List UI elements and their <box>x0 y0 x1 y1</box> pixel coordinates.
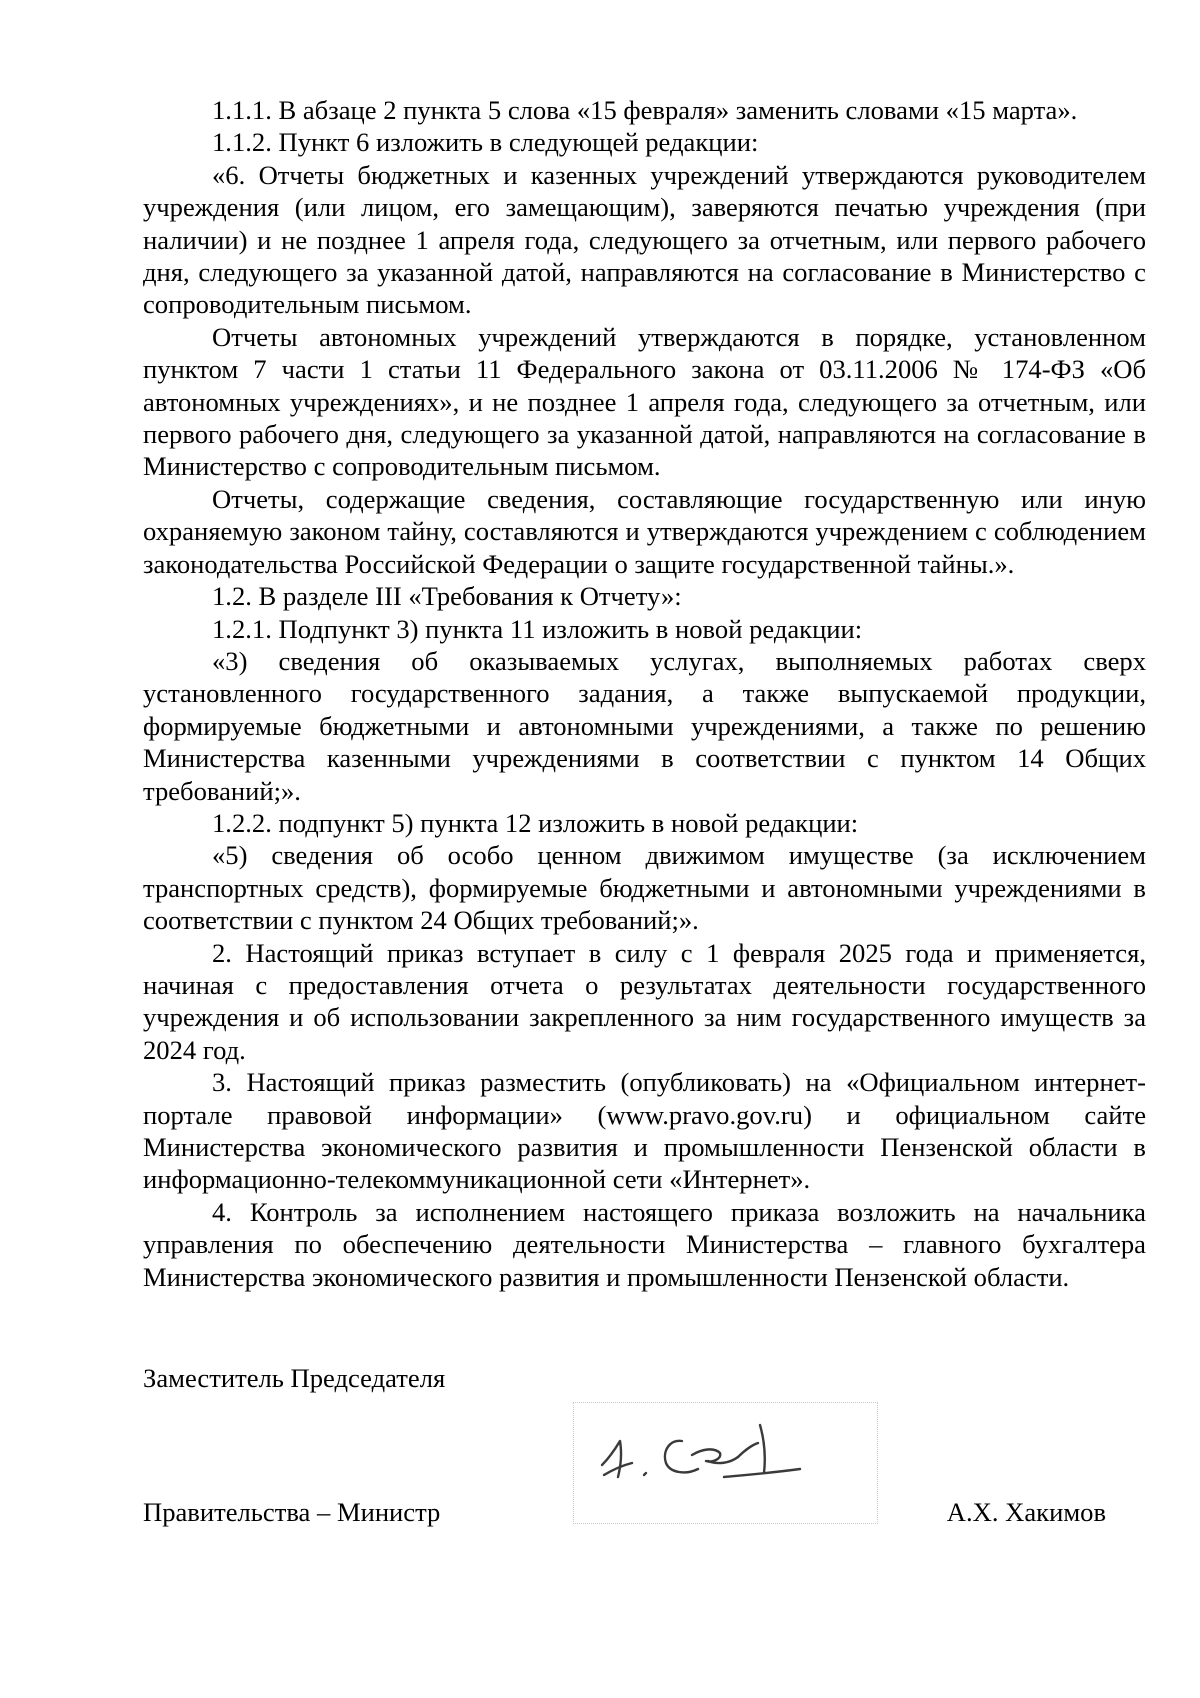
signature-block <box>143 1362 1146 1542</box>
signer-title-line1: Заместитель Председателя <box>143 1363 446 1393</box>
paragraph-autonomous-reports: Отчеты автономных учреждений утверждаются в порядке, установленном пунктом 7 части 1 статьи 11 Федерального закона от 03.11.2006 № 174-ФЗ «Об автономных учреждениях», и не позднее 1 апреля года, следующего за отчетным, или первого рабочего дня, следующего за указанной датой, направляются на согласование в Министерство с сопроводительным письмом. <box>143 321 1146 482</box>
paragraph-1-2-2: 1.2.2. подпункт 5) пункта 12 изложить в новой редакции: <box>212 807 859 838</box>
electronic-signature-box <box>573 1402 878 1524</box>
paragraph-1-1-1: 1.1.1. В абзаце 2 пункта 5 слова «15 февраля» заменить словами «15 марта». <box>212 95 1078 125</box>
paragraph-2-effective-date: 2. Настоящий приказ вступает в силу с 1 февраля 2025 года и применяется, начиная с предоставления отчета о результатах деятельности государственного учреждения и об использовании закрепленного за ним государственного имуществ за 2024 год. <box>143 937 1146 1065</box>
handwritten-signature <box>574 1403 879 1525</box>
paragraph-1-1-2: 1.1.2. Пункт 6 изложить в следующей редакции: <box>212 127 759 158</box>
signer-title-line2: Правительства – Министр <box>143 1497 441 1527</box>
paragraph-1-2: 1.2. В разделе III «Требования к Отчету»: <box>212 581 682 612</box>
paragraph-1-2-1: 1.2.1. Подпункт 3) пункта 11 изложить в новой редакции: <box>212 613 863 644</box>
signer-name: А.Х. Хакимов <box>946 1497 1106 1527</box>
paragraph-subitem-3: «3) сведения об оказываемых услугах, выполняемых работах сверх установленного государственного задания, а также выпускаемой продукции, формируемые бюджетными и автономными учреждениями, а также по решению Министерства казенными учреждениями в соответствии с пунктом 14 Общих требований;». <box>143 645 1146 806</box>
paragraph-subitem-5: «5) сведения об особо ценном движимом имуществе (за исключением транспортных средств), формируемые бюджетными и автономными учреждениями в соответствии с пунктом 24 Общих требований;». <box>143 840 1146 936</box>
document-body <box>143 94 1146 1293</box>
paragraph-item-6-budget-reports: «6. Отчеты бюджетных и казенных учреждений утверждаются руководителем учреждения (или лицом, его замещающим), заверяются печатью учреждения (при наличии) и не позднее 1 апреля года, следующего за отчетным, или первого рабочего дня, следующего за указанной датой, направляются на согласование в Министерство с сопроводительным письмом. <box>143 159 1146 320</box>
paragraph-secret-reports: Отчеты, содержащие сведения, составляющие государственную или иную охраняемую законом тайну, составляются и утверждаются учреждением с соблюдением законодательства Российской Федерации о защите государственной тайны.». <box>143 483 1146 579</box>
paragraph-3-publication: 3. Настоящий приказ разместить (опубликовать) на «Официальном интернет-портале правовой информации» (www.pravo.gov.ru) и официальном сайте Министерства экономического развития и промышленности Пензенской области в информационно-телекоммуникационной сети «Интернет». <box>143 1067 1146 1195</box>
paragraph-4-control: 4. Контроль за исполнением настоящего приказа возложить на начальника управления по обеспечению деятельности Министерства – главного бухгалтера Министерства экономического развития и промышленности Пензенской области. <box>143 1196 1146 1292</box>
